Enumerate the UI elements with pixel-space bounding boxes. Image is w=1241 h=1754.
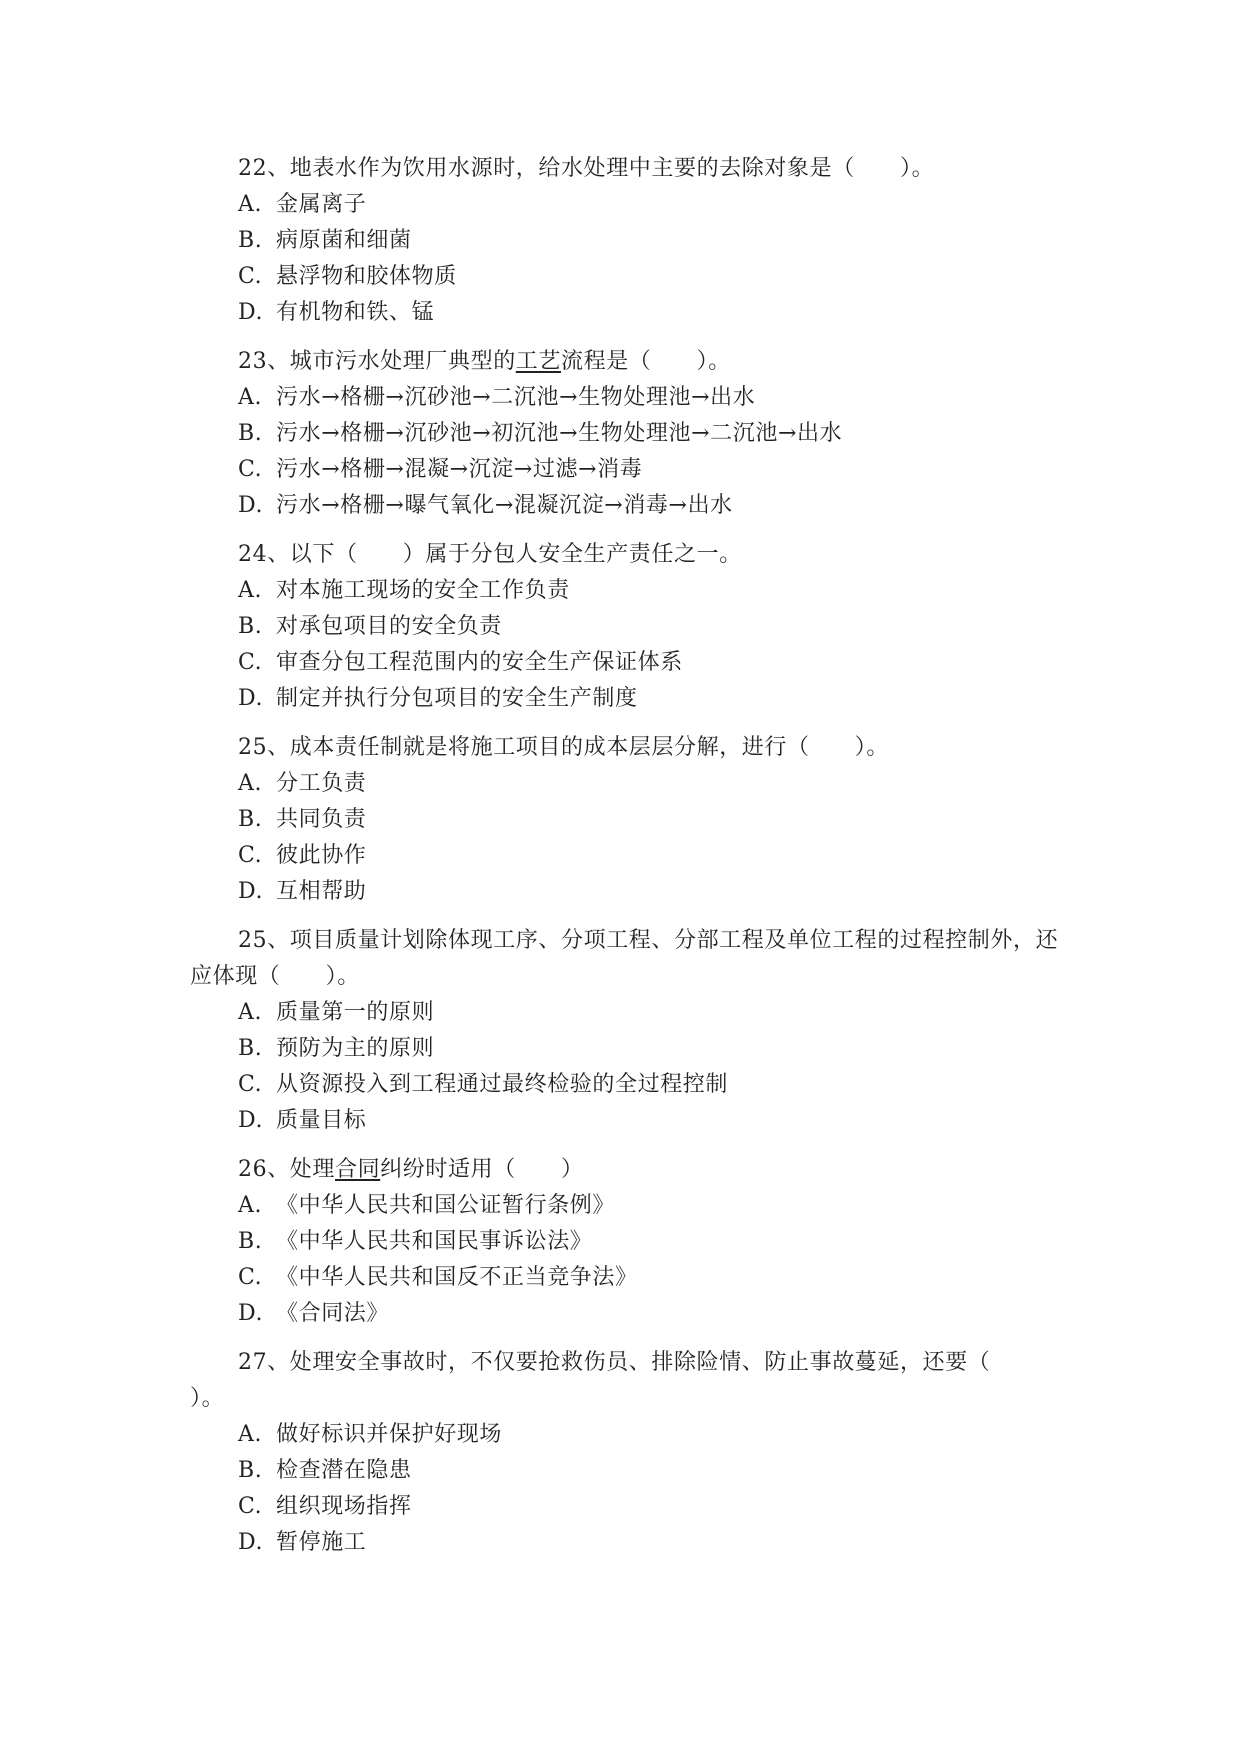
option-text: 对承包项目的安全负责	[276, 614, 503, 639]
option-d	[190, 874, 1060, 910]
option-a	[190, 573, 1060, 609]
option-text: 分工负责	[276, 771, 367, 796]
question-stem: 24、以下（ ）属于分包人安全生产责任之一。	[238, 542, 742, 567]
option-letter: C.	[238, 1265, 263, 1290]
option-d	[190, 1103, 1060, 1139]
option-letter: D.	[238, 300, 264, 325]
option-letter: C.	[238, 1494, 263, 1519]
option-d	[190, 295, 1060, 331]
option-text: 质量第一的原则	[276, 1000, 435, 1025]
option-text: 污水→格栅→曝气氧化→混凝沉淀→消毒→出水	[276, 493, 733, 518]
option-c	[190, 1489, 1060, 1525]
option-b	[190, 1031, 1060, 1067]
stem-text: 流程是（ ）。	[561, 349, 731, 374]
question-stem	[190, 344, 1060, 380]
option-letter: B.	[238, 421, 263, 446]
option-text: 《中华人民共和国民事诉讼法》	[276, 1229, 593, 1254]
option-text: 彼此协作	[276, 843, 367, 868]
option-letter: A.	[238, 578, 263, 603]
option-letter: D.	[238, 1108, 264, 1133]
option-b	[190, 416, 1060, 452]
option-text: 《合同法》	[276, 1301, 390, 1326]
underlined-term: 工艺	[515, 349, 561, 374]
option-letter: C.	[238, 1072, 263, 1097]
question-26	[190, 1152, 1060, 1332]
question-24	[190, 537, 1060, 717]
option-text: 病原菌和细菌	[276, 228, 412, 253]
option-b	[190, 1453, 1060, 1489]
option-a	[190, 995, 1060, 1031]
stem-text: 纠纷时适用（ ）	[380, 1157, 584, 1182]
option-text: 互相帮助	[276, 879, 367, 904]
option-b	[190, 802, 1060, 838]
option-text: 《中华人民共和国公证暂行条例》	[276, 1193, 616, 1218]
option-b	[190, 609, 1060, 645]
question-23	[190, 344, 1060, 524]
option-text: 预防为主的原则	[276, 1036, 435, 1061]
option-d	[190, 1525, 1060, 1561]
option-d	[190, 681, 1060, 717]
option-c	[190, 838, 1060, 874]
stem-text: 26、处理	[238, 1157, 335, 1182]
option-letter: B.	[238, 1036, 263, 1061]
option-text: 金属离子	[276, 192, 367, 217]
option-letter: D.	[238, 879, 264, 904]
option-letter: C.	[238, 457, 263, 482]
option-letter: D.	[238, 1301, 264, 1326]
option-letter: C.	[238, 843, 263, 868]
option-text: 审查分包工程范围内的安全生产保证体系	[276, 650, 683, 675]
option-letter: D.	[238, 1530, 264, 1555]
option-text: 制定并执行分包项目的安全生产制度	[276, 686, 638, 711]
option-letter: B.	[238, 228, 263, 253]
option-letter: C.	[238, 264, 263, 289]
option-text: 《中华人民共和国反不正当竞争法》	[276, 1265, 638, 1290]
option-letter: A.	[238, 771, 263, 796]
option-text: 做好标识并保护好现场	[276, 1422, 503, 1447]
option-text: 共同负责	[276, 807, 367, 832]
option-text: 污水→格栅→沉砂池→二沉池→生物处理池→出水	[276, 385, 756, 410]
option-c	[190, 259, 1060, 295]
option-text: 污水→格栅→混凝→沉淀→过滤→消毒	[276, 457, 643, 482]
option-text: 对本施工现场的安全工作负责	[276, 578, 570, 603]
question-stem: 27、处理安全事故时，不仅要抢救伤员、排除险情、防止事故蔓延，还要（ ）。	[190, 1350, 1036, 1411]
option-letter: B.	[238, 614, 263, 639]
option-text: 污水→格栅→沉砂池→初沉池→生物处理池→二沉池→出水	[276, 421, 843, 446]
option-letter: D.	[238, 493, 264, 518]
option-a	[190, 766, 1060, 802]
question-25-quality	[190, 923, 1060, 1139]
question-22	[190, 151, 1060, 331]
option-c	[190, 645, 1060, 681]
option-letter: B.	[238, 1458, 263, 1483]
question-list	[190, 151, 1060, 1561]
option-a	[190, 187, 1060, 223]
option-letter: A.	[238, 385, 263, 410]
option-c	[190, 452, 1060, 488]
underlined-term: 合同	[335, 1157, 381, 1182]
question-stem: 25、项目质量计划除体现工序、分项工程、分部工程及单位工程的过程控制外，还应体现（ ）。	[190, 928, 1059, 989]
option-text: 悬浮物和胶体物质	[276, 264, 457, 289]
option-letter: B.	[238, 1229, 263, 1254]
option-text: 质量目标	[276, 1108, 367, 1133]
option-text: 检查潜在隐患	[276, 1458, 412, 1483]
option-text: 组织现场指挥	[276, 1494, 412, 1519]
option-letter: B.	[238, 807, 263, 832]
option-d	[190, 1296, 1060, 1332]
option-letter: A.	[238, 192, 263, 217]
option-letter: A.	[238, 1193, 263, 1218]
option-text: 暂停施工	[276, 1530, 367, 1555]
option-text: 有机物和铁、锰	[276, 300, 435, 325]
question-25-cost	[190, 730, 1060, 910]
option-letter: A.	[238, 1422, 263, 1447]
option-text: 从资源投入到工程通过最终检验的全过程控制	[276, 1072, 729, 1097]
question-27	[190, 1345, 1060, 1561]
question-stem	[190, 1152, 1060, 1188]
option-a	[190, 1417, 1060, 1453]
option-b	[190, 223, 1060, 259]
option-a	[190, 380, 1060, 416]
option-c	[190, 1067, 1060, 1103]
option-b	[190, 1224, 1060, 1260]
option-letter: C.	[238, 650, 263, 675]
option-letter: D.	[238, 686, 264, 711]
option-d	[190, 488, 1060, 524]
option-a	[190, 1188, 1060, 1224]
question-stem: 22、地表水作为饮用水源时，给水处理中主要的去除对象是（ ）。	[238, 156, 935, 181]
stem-text: 23、城市污水处理厂典型的	[238, 349, 516, 374]
option-letter: A.	[238, 1000, 263, 1025]
option-c	[190, 1260, 1060, 1296]
question-stem: 25、成本责任制就是将施工项目的成本层层分解，进行（ ）。	[238, 735, 889, 760]
